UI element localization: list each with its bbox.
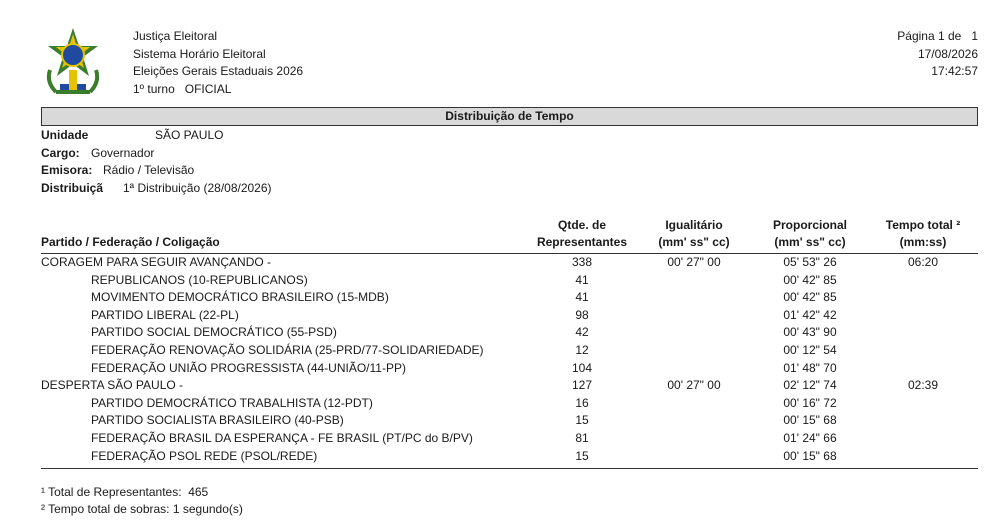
row-name: FEDERAÇÃO PSOL REDE (PSOL/REDE) — [91, 448, 318, 463]
row-proporcional: 00' 42" 85 — [783, 272, 837, 287]
row-name: PARTIDO LIBERAL (22-PL) — [91, 307, 239, 322]
col-header-qtd-line1: Qtde. de — [557, 218, 606, 232]
emissora-label: Emisora: — [41, 163, 93, 177]
col-header-pr-line2: (mm' ss" cc) — [774, 235, 846, 249]
col-header-ig-line2: (mm' ss" cc) — [658, 235, 730, 249]
row-proporcional: 00' 42" 85 — [783, 290, 837, 305]
table-row — [0, 342, 1008, 360]
distribuicao-value: 1ª Distribuição (28/08/2026) — [123, 181, 272, 195]
row-qtd: 338 — [571, 255, 593, 269]
col-header-qtd — [522, 217, 642, 251]
row-proporcional: 00' 12" 54 — [783, 343, 837, 357]
table-row — [0, 324, 1008, 342]
row-qtd: 41 — [575, 272, 589, 287]
report-date: 17/08/2026 — [917, 46, 978, 61]
table-row — [0, 377, 1008, 395]
col-header-tt-line1: Tempo total ² — [885, 218, 961, 232]
row-proporcional: 00' 15" 68 — [783, 413, 837, 428]
row-qtd: 42 — [575, 325, 589, 340]
row-name: FEDERAÇÃO UNIÃO PROGRESSISTA (44-UNIÃO/11-PP) — [91, 360, 406, 375]
cargo-value: Governador — [91, 146, 155, 160]
row-total: 06:20 — [907, 255, 939, 269]
report-meta — [897, 28, 978, 81]
row-name: PARTIDO SOCIALISTA BRASILEIRO (40-PSB) — [91, 413, 344, 428]
table-footer-divider — [41, 468, 978, 469]
table-row — [0, 430, 1008, 448]
row-name: DESPERTA SÃO PAULO - — [41, 378, 184, 393]
info-emissora — [41, 162, 194, 180]
page-number: Página 1 de 1 — [897, 29, 978, 43]
brazil-coat-of-arms-icon — [42, 26, 104, 102]
col-header-proporcional — [750, 217, 870, 251]
org-header — [133, 28, 303, 98]
info-unidade — [41, 127, 223, 145]
col-header-igualitario — [634, 217, 754, 251]
row-name: PARTIDO SOCIAL DEMOCRÁTICO (55-PSD) — [91, 325, 337, 340]
row-qtd: 127 — [571, 378, 593, 393]
row-qtd: 98 — [575, 307, 589, 322]
row-name: FEDERAÇÃO BRASIL DA ESPERANÇA - FE BRASIL (PT/PC do B/PV) — [91, 431, 473, 445]
unidade-label: Unidade — [41, 128, 89, 142]
row-proporcional: 00' 15" 68 — [783, 448, 837, 463]
report-time: 17:42:57 — [931, 64, 978, 78]
unidade-value: SÃO PAULO — [155, 128, 224, 142]
row-qtd: 104 — [571, 360, 593, 375]
table-row — [0, 289, 1008, 307]
table-row — [0, 448, 1008, 466]
row-qtd: 15 — [575, 448, 589, 463]
row-qtd: 12 — [575, 343, 589, 357]
info-cargo — [41, 145, 154, 163]
col-header-tt-line2: (mm:ss) — [899, 235, 947, 249]
col-header-qtd-line2: Representantes — [536, 235, 628, 249]
row-proporcional: 01' 48" 70 — [783, 360, 837, 375]
org-line-4: 1º turno OFICIAL — [133, 81, 232, 96]
table-row — [0, 395, 1008, 413]
col-header-total — [863, 217, 983, 251]
row-proporcional: 01' 24" 66 — [783, 431, 837, 445]
row-qtd: 41 — [575, 290, 589, 305]
footnote-tempo-sobras: ² Tempo total de sobras: 1 segundo(s) — [41, 502, 243, 516]
row-proporcional: 02' 12" 74 — [783, 378, 837, 393]
row-qtd: 81 — [575, 431, 589, 445]
row-name: CORAGEM PARA SEGUIR AVANÇANDO - — [41, 255, 272, 269]
row-total: 02:39 — [907, 378, 939, 393]
row-name: FEDERAÇÃO RENOVAÇÃO SOLIDÁRIA (25-PRD/77-SOLIDARIEDADE) — [91, 343, 484, 357]
col-header-pr-line1: Proporcional — [772, 218, 847, 232]
section-title: Distribuição de Tempo — [41, 107, 978, 126]
row-qtd: 16 — [575, 395, 589, 410]
table-row — [0, 307, 1008, 325]
distribuicao-label: Distribuiçã — [41, 181, 104, 195]
footnote-total-representantes: ¹ Total de Representantes: 465 — [41, 485, 209, 499]
org-line-3: Eleições Gerais Estaduais 2026 — [133, 64, 304, 78]
table-row — [0, 254, 1008, 272]
table-row — [0, 272, 1008, 290]
row-proporcional: 00' 43" 90 — [783, 325, 837, 340]
table-row — [0, 360, 1008, 378]
row-proporcional: 05' 53" 26 — [783, 255, 837, 269]
col-header-name: Partido / Federação / Coligação — [41, 235, 220, 249]
row-igualitario: 00' 27" 00 — [667, 378, 721, 393]
row-name: MOVIMENTO DEMOCRÁTICO BRASILEIRO (15-MDB) — [91, 290, 389, 305]
cargo-label: Cargo: — [41, 146, 80, 160]
row-qtd: 15 — [575, 413, 589, 428]
row-proporcional: 01' 42" 42 — [783, 307, 837, 322]
org-line-1: Justiça Eleitoral — [133, 29, 218, 43]
row-igualitario: 00' 27" 00 — [667, 255, 721, 269]
table-row — [0, 412, 1008, 430]
row-name: REPUBLICANOS (10-REPUBLICANOS) — [91, 272, 308, 287]
org-line-2: Sistema Horário Eleitoral — [133, 46, 266, 61]
row-name: PARTIDO DEMOCRÁTICO TRABALHISTA (12-PDT) — [91, 395, 373, 410]
info-distribuicao — [41, 180, 272, 198]
emissora-value: Rádio / Televisão — [103, 163, 195, 177]
row-proporcional: 00' 16" 72 — [783, 395, 837, 410]
col-header-ig-line1: Igualitário — [665, 218, 723, 232]
